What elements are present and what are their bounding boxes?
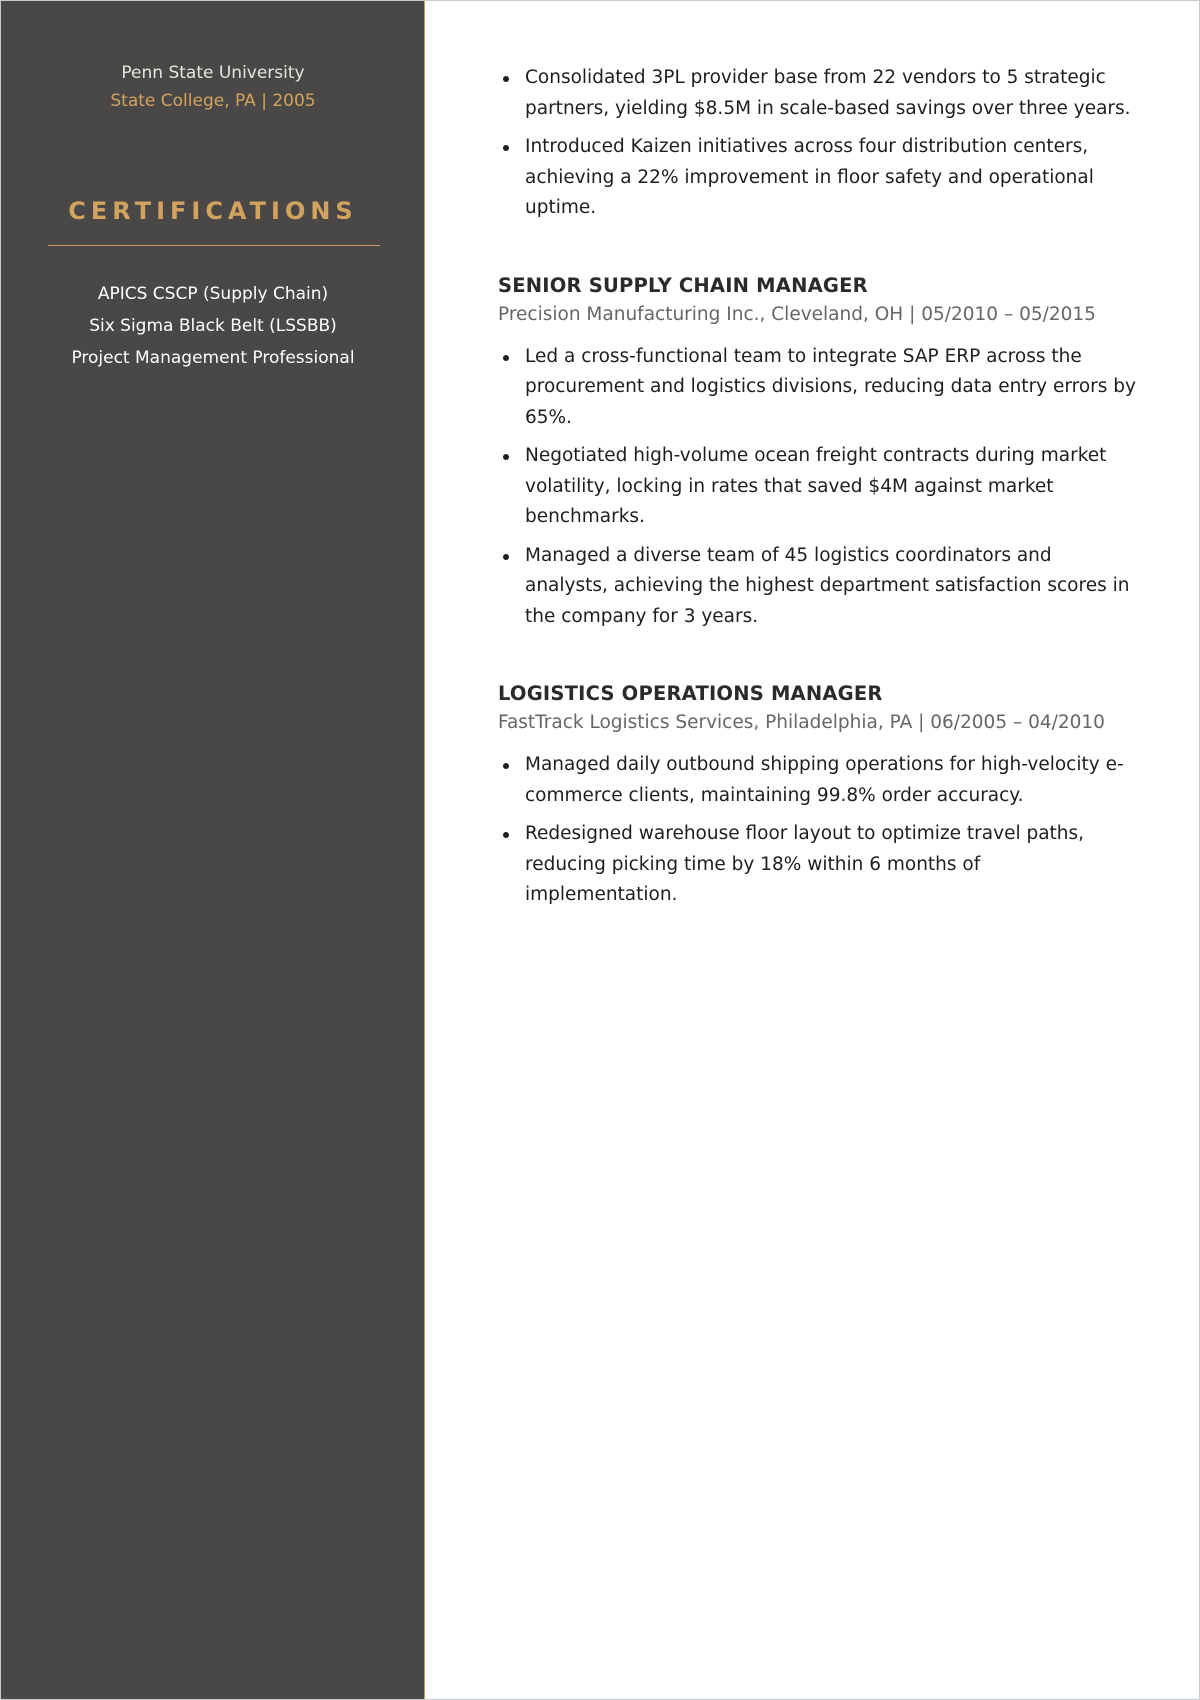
job-bullets xyxy=(498,342,1138,633)
certifications-heading: CERTIFICATIONS xyxy=(68,197,358,225)
certification-item: APICS CSCP (Supply Chain) xyxy=(97,284,329,304)
job-title: LOGISTICS OPERATIONS MANAGER xyxy=(498,682,883,705)
sidebar xyxy=(1,1,425,1700)
job-entry xyxy=(498,272,1138,633)
bullet-item: Introduced Kaizen initiatives across four distribution centers, achieving a 22% improvement in floor safety and operational uptime. xyxy=(525,132,1138,224)
job-company-dates: Precision Manufacturing Inc., Cleveland, OH | 05/2010 – 05/2015 xyxy=(498,303,1096,325)
bullet-item: Negotiated high-volume ocean freight contracts during market volatility, locking in rates that saved $4M against market benchmarks. xyxy=(525,441,1138,533)
continued-job-bullets xyxy=(498,63,1138,224)
bullet-item: Led a cross-functional team to integrate SAP ERP across the procurement and logistics divisions, reducing data entry errors by 65%. xyxy=(525,342,1138,434)
job-company-dates: FastTrack Logistics Services, Philadelphia, PA | 06/2005 – 04/2010 xyxy=(498,712,1105,733)
certification-item: Six Sigma Black Belt (LSSBB) xyxy=(89,316,337,336)
job-entry xyxy=(498,680,1138,911)
job-bullets xyxy=(498,750,1138,911)
bullet-item: Consolidated 3PL provider base from 22 vendors to 5 strategic partners, yielding $8.5M in scale-based savings over three years. xyxy=(525,63,1138,124)
certifications-divider xyxy=(48,245,380,246)
certification-item: Project Management Professional xyxy=(71,348,355,368)
certifications-list xyxy=(1,278,425,374)
bullet-item: Redesigned warehouse floor layout to optimize travel paths, reducing picking time by 18% within 6 months of implementation. xyxy=(525,819,1138,911)
experience-section xyxy=(498,63,1138,919)
job-title: SENIOR SUPPLY CHAIN MANAGER xyxy=(498,273,868,297)
bullet-item: Managed a diverse team of 45 logistics coordinators and analysts, achieving the highest department satisfaction scores in the company for 3 years. xyxy=(525,541,1138,633)
education-location-year: State College, PA | 2005 xyxy=(110,91,316,111)
bullet-item: Managed daily outbound shipping operations for high-velocity e-commerce clients, maintaining 99.8% order accuracy. xyxy=(525,750,1138,811)
education-school: Penn State University xyxy=(121,63,305,83)
